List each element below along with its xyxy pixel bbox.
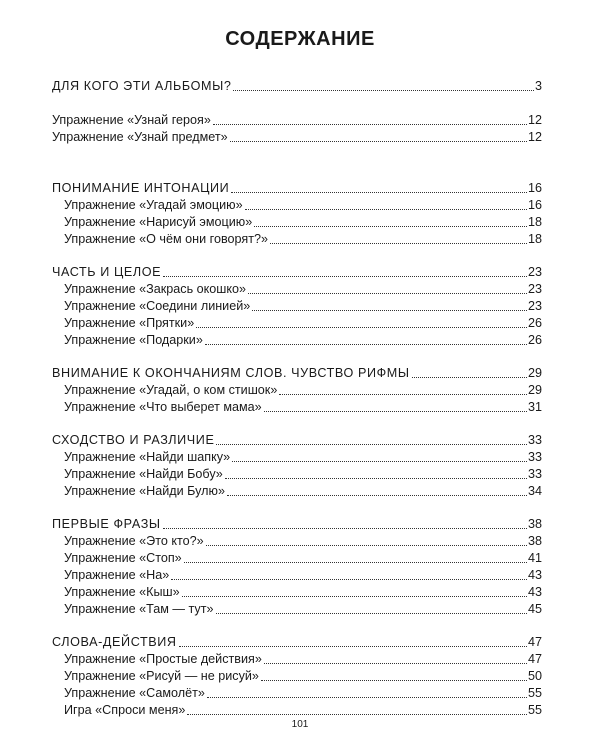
toc-entry-label: Упражнение «Простые действия» xyxy=(64,652,262,666)
dot-leader xyxy=(264,662,527,664)
dot-leader xyxy=(227,494,527,496)
toc-entry-label: Игра «Спроси меня» xyxy=(64,703,186,717)
toc-entry-label: Упражнение «На» xyxy=(64,568,170,582)
toc-entry xyxy=(64,279,542,297)
toc-section-entry xyxy=(52,430,542,448)
toc-entry xyxy=(64,683,542,701)
toc-entry-label: Упражнение «Рисуй — не рисуй» xyxy=(64,669,259,683)
dot-leader xyxy=(232,460,527,462)
toc-entry-page: 12 xyxy=(527,130,542,144)
dot-leader xyxy=(205,343,527,345)
toc-entry-page: 23 xyxy=(527,265,542,279)
toc-section-entry xyxy=(52,632,542,650)
page-title: СОДЕРЖАНИЕ xyxy=(225,28,375,50)
toc-entry xyxy=(64,700,542,718)
dot-leader xyxy=(182,595,527,597)
toc-entry-label: ПОНИМАНИЕ ИНТОНАЦИИ xyxy=(52,181,230,195)
dot-leader xyxy=(270,242,527,244)
toc-entry-page: 16 xyxy=(527,181,542,195)
dot-leader xyxy=(216,612,527,614)
dot-leader xyxy=(206,544,527,546)
dot-leader xyxy=(231,191,527,193)
toc-entry-page: 29 xyxy=(527,366,542,380)
toc-entry-page: 18 xyxy=(527,232,542,246)
toc-entry-label: Упражнение «Кыш» xyxy=(64,585,180,599)
toc-entry-label: Упражнение «Найди Бобу» xyxy=(64,467,223,481)
toc-entry-label: Упражнение «Найди шапку» xyxy=(64,450,231,464)
toc-entry-page: 18 xyxy=(527,215,542,229)
toc-entry xyxy=(64,397,542,415)
dot-leader xyxy=(187,713,527,715)
toc-entry-label: Упражнение «Угадай, о ком стишок» xyxy=(64,383,278,397)
toc-entry xyxy=(64,229,542,247)
toc-entry xyxy=(64,582,542,600)
dot-leader xyxy=(233,89,534,91)
toc-entry xyxy=(52,110,542,128)
toc-entry-label: Упражнение «Найди Булю» xyxy=(64,484,225,498)
toc-entry-label: ПЕРВЫЕ ФРАЗЫ xyxy=(52,517,161,531)
toc-section-entry xyxy=(52,262,542,280)
toc-entry-page: 23 xyxy=(527,282,542,296)
dot-leader xyxy=(163,527,527,529)
toc-entry-label: Упражнение «Прятки» xyxy=(64,316,195,330)
toc-entry-label: СХОДСТВО И РАЗЛИЧИЕ xyxy=(52,433,215,447)
toc-entry-label: ВНИМАНИЕ К ОКОНЧАНИЯМ СЛОВ. ЧУВСТВО РИФМЫ xyxy=(52,366,410,380)
toc-entry-label: Упражнение «Соедини линией» xyxy=(64,299,251,313)
dot-leader xyxy=(230,140,527,142)
toc-entry xyxy=(64,548,542,566)
toc-entry xyxy=(64,313,542,331)
dot-leader xyxy=(261,679,527,681)
toc-entry-label: Упражнение «Стоп» xyxy=(64,551,182,565)
toc-entry-page: 12 xyxy=(527,113,542,127)
toc-entry-label: Упражнение «Это кто?» xyxy=(64,534,204,548)
toc-entry-page: 23 xyxy=(527,299,542,313)
toc-entry xyxy=(64,565,542,583)
toc-entry xyxy=(64,195,542,213)
toc-entry-label: ЧАСТЬ И ЦЕЛОЕ xyxy=(52,265,162,279)
toc-entry-page: 26 xyxy=(527,333,542,347)
toc-entry-page: 43 xyxy=(527,568,542,582)
toc-entry-page: 38 xyxy=(527,534,542,548)
toc-entry-page: 38 xyxy=(527,517,542,531)
toc-entry-label: ДЛЯ КОГО ЭТИ АЛЬБОМЫ? xyxy=(52,79,232,93)
toc-entry xyxy=(64,649,542,667)
toc-entry xyxy=(64,380,542,398)
dot-leader xyxy=(248,292,527,294)
dot-leader xyxy=(245,208,527,210)
dot-leader xyxy=(254,225,527,227)
dot-leader xyxy=(179,645,527,647)
dot-leader xyxy=(225,477,527,479)
toc-entry xyxy=(64,447,542,465)
toc-entry-label: Упражнение «Угадай эмоцию» xyxy=(64,198,243,212)
toc-entry-label: СЛОВА-ДЕЙСТВИЯ xyxy=(52,635,177,649)
toc-entry xyxy=(64,212,542,230)
dot-leader xyxy=(163,275,527,277)
toc-entry xyxy=(64,599,542,617)
toc-section-entry xyxy=(52,76,542,94)
toc-entry-page: 34 xyxy=(527,484,542,498)
toc-entry-page: 33 xyxy=(527,433,542,447)
toc-entry-label: Упражнение «Там — тут» xyxy=(64,602,214,616)
toc-entry-label: Упражнение «Закрась окошко» xyxy=(64,282,247,296)
toc-entry xyxy=(64,531,542,549)
toc-entry-page: 26 xyxy=(527,316,542,330)
toc-entry-page: 33 xyxy=(527,467,542,481)
dot-leader xyxy=(196,326,527,328)
toc-entry-label: Упражнение «О чём они говорят?» xyxy=(64,232,268,246)
toc-entry xyxy=(64,296,542,314)
toc-entry-label: Упражнение «Узнай предмет» xyxy=(52,130,228,144)
toc-entry-page: 29 xyxy=(527,383,542,397)
toc-entry-page: 47 xyxy=(527,652,542,666)
toc-entry-page: 55 xyxy=(527,686,542,700)
toc-entry-page: 31 xyxy=(527,400,542,414)
toc-entry xyxy=(64,481,542,499)
dot-leader xyxy=(252,309,527,311)
toc-entry-page: 43 xyxy=(527,585,542,599)
toc-entry-label: Упражнение «Нарисуй эмоцию» xyxy=(64,215,253,229)
toc-entry-page: 47 xyxy=(527,635,542,649)
toc-entry-label: Упражнение «Подарки» xyxy=(64,333,203,347)
toc-entry-label: Упражнение «Что выберет мама» xyxy=(64,400,262,414)
toc-entry xyxy=(64,464,542,482)
toc-entry-page: 16 xyxy=(527,198,542,212)
dot-leader xyxy=(216,443,527,445)
dot-leader xyxy=(171,578,527,580)
toc-entry xyxy=(64,330,542,348)
toc-entry xyxy=(64,666,542,684)
toc-entry-page: 55 xyxy=(527,703,542,717)
toc-entry xyxy=(52,127,542,145)
toc-section-entry xyxy=(52,514,542,532)
toc-section-entry xyxy=(52,178,542,196)
toc-entry-label: Упражнение «Самолёт» xyxy=(64,686,205,700)
dot-leader xyxy=(213,123,527,125)
dot-leader xyxy=(412,376,527,378)
toc-entry-label: Упражнение «Узнай героя» xyxy=(52,113,211,127)
dot-leader xyxy=(207,696,527,698)
toc-entry-page: 3 xyxy=(534,79,542,93)
toc-entry-page: 33 xyxy=(527,450,542,464)
toc-entry-page: 50 xyxy=(527,669,542,683)
toc-entry-page: 41 xyxy=(527,551,542,565)
toc-entry-page: 45 xyxy=(527,602,542,616)
dot-leader xyxy=(264,410,527,412)
dot-leader xyxy=(279,393,527,395)
toc-section-entry xyxy=(52,363,542,381)
page-number: 101 xyxy=(291,719,309,730)
dot-leader xyxy=(184,561,527,563)
